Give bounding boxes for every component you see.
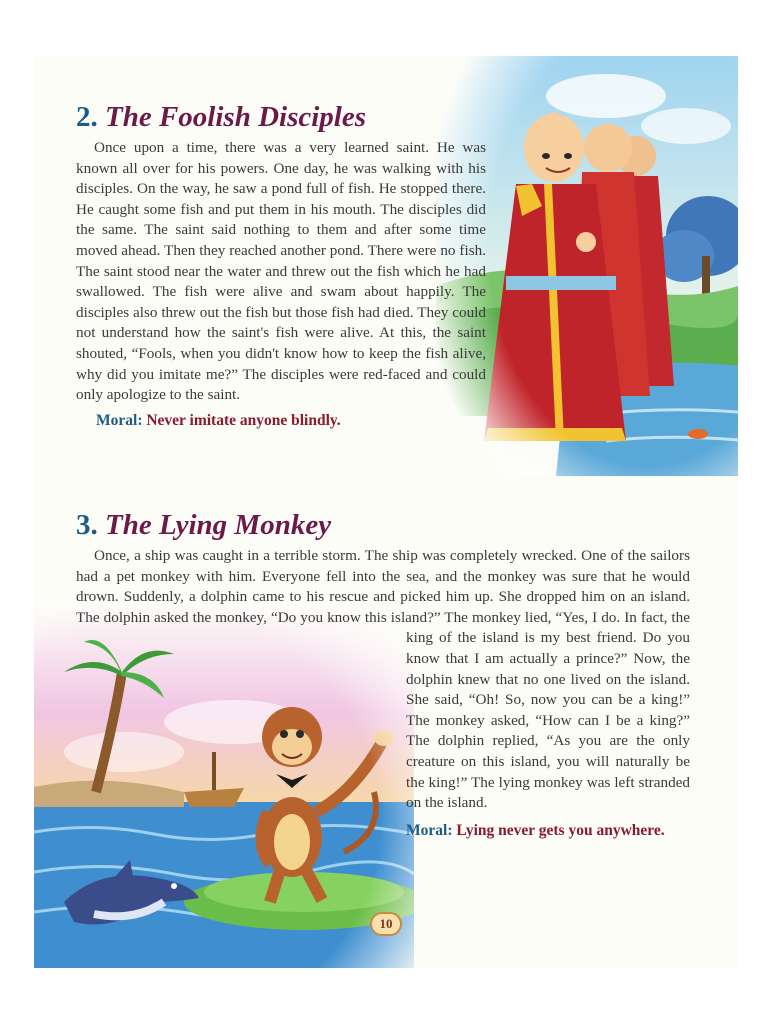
moral-label: Moral: [96,411,143,429]
page-number: 10 [370,912,402,936]
moral-text: Never imitate anyone blindly. [146,411,341,429]
moral-label: Moral: [406,821,453,839]
story-paragraph: Once upon a time, there was a very learned saint. He was known all over for his powers. One day, he was walking with his disciples. On the way, he saw a pond full of fish. He stopped there. He caught some fish and put them in his mouth. The disciples did the same. The saint said nothing to them and after some time moved ahead. Then they reached another pond. There were no fish. The saint stood near the water and threw out the fish which he had swallowed. The fish were alive and swam about happily. The disciples also threw out the fish but those fish had died. They could not understand how the saint's fish were alive. At this, the saint shouted, “Fools, when you didn't know how to keep the fish alive, why did you imitate me?” The disciples were red-faced and could only apologize to the saint. [76,139,486,404]
story-moral [76,410,486,431]
story-paragraph: Once, a ship was caught in a terrible storm. The ship was completely wrecked. One of the sailors had a pet monkey with him. Everyone fell into the sea, and the monkey was sure that he would drown. Suddenly, a dolphin came to his rescue and picked him up. She dropped him on an island. The dolphin asked the monkey, “Do you know this island?” The monkey lied, “Yes, I do. In fact, the king of the island is my best friend. Do you know that I am actually a prince?” Now, the dolphin knew that no one lived on the island. She said, “Oh! So, now you can be a king!” The monkey asked, “How can I be a king?” The dolphin replied, “As you are the only creature on this island, you will naturally be the king!” The lying monkey was left stranded on the island. [76,547,690,812]
story-lying-monkey [76,508,690,966]
story-body [76,546,690,841]
story-number: 2. [76,101,98,133]
story-title-foolish-disciples [76,100,486,134]
story-title-lying-monkey [76,508,690,542]
story-number: 3. [76,509,98,541]
story-foolish-disciples [76,100,486,431]
moral-text: Lying never gets you anywhere. [456,821,665,839]
book-page [34,56,738,968]
story-title-text: The Foolish Disciples [105,101,367,133]
story-title-text: The Lying Monkey [105,509,332,541]
